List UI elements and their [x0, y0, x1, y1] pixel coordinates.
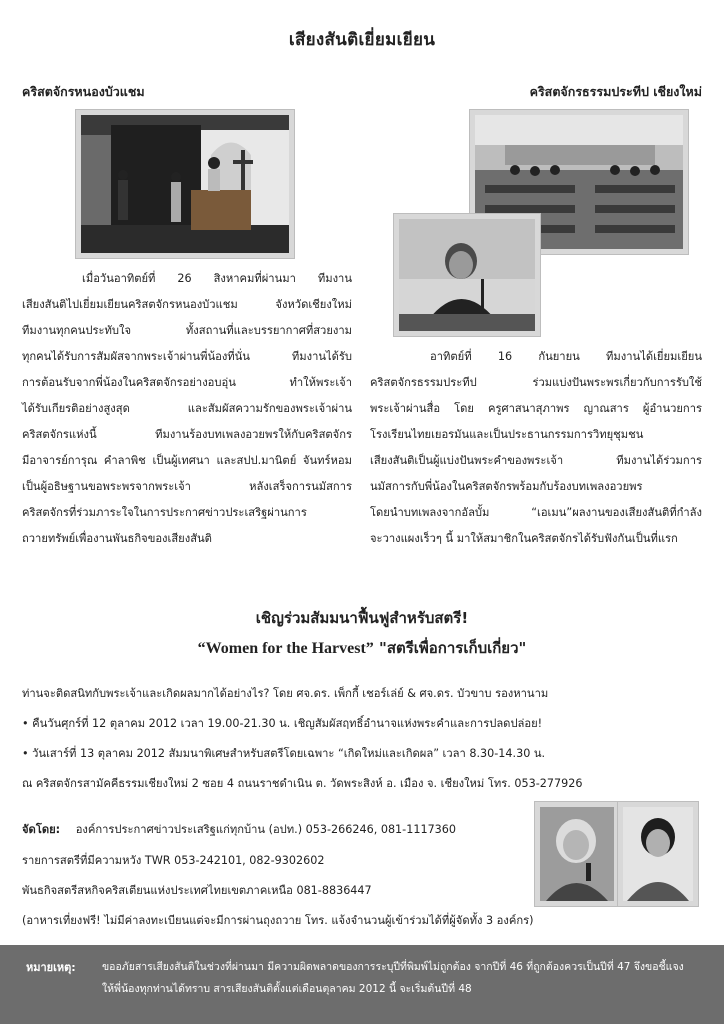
event-note: (อาหารเที่ยงฟรี! ไม่มีค่าลงทะเบียนแต่จะมีการผ่านถุงถวาย โทร. แจ้งจำนวนผู้เข้าร่วมได้ที่ผู้จัดทั้ง 3 องค์กร): [22, 914, 534, 927]
organizer-2: รายการสตรีที่มีความหวัง TWR 053-242101, 082-9302602: [22, 854, 325, 867]
left-article-line: ทุกคนได้รับการสัมผัสจากพระเจ้าผ่านพี่น้องที่นั่น ทีมงานได้รับ: [22, 350, 352, 363]
church-nongbuachaem-photo: [76, 110, 294, 258]
event-heading: เชิญร่วมสัมมนาฟื้นฟูสำหรับสตรี!: [255, 609, 469, 627]
speaker-peggy-photo: [535, 802, 619, 906]
right-article-line: นมัสการกับพี่น้องในคริสตจักรพร้อมกับร้องบทเพลงอวยพร: [370, 480, 643, 493]
worship-stage-image: [81, 115, 289, 253]
left-article-line: มีอาจารย์การุณ คำลาพิช เป็นผู้เทศนา และสปป.มานิตย์ จันทร์หอม: [22, 454, 352, 467]
organizer-label: จัดโดย:: [22, 823, 61, 836]
footer-note-label: หมายเหตุ:: [26, 961, 76, 974]
organizer-3: พันธกิจสตรีสหกิจคริสเตียนแห่งประเทศไทยเขตภาคเหนือ 081-8836447: [22, 884, 372, 897]
footer-note-line-2: ให้พี่น้องทุกท่านได้ทราบ สารเสียงสันติตั้งแต่เดือนตุลาคม 2012 นี้ จะเริ่มต้นปีที่ 48: [102, 983, 472, 995]
left-article-line: คริสตจักรที่ร่วมภาระใจในการประกาศข่าวประเสริฐผ่านการ: [22, 506, 307, 519]
right-article-line: คริสตจักรธรรมประทีป ร่วมแบ่งปันพระพรเกี่ยวกับการรับใช้: [370, 376, 702, 389]
right-article-body: [370, 344, 702, 552]
left-article-line: เป็นผู้อธิษฐานขอพระพรจากพระเจ้า หลังเสร็จการนมัสการ: [22, 480, 352, 493]
left-article-line: ได้รับเกียรติอย่างสูงสุด และสัมผัสความรักของพระเจ้าผ่าน: [22, 402, 352, 415]
right-article-heading: คริสตจักรธรรมประทีป เชียงใหม่: [529, 84, 702, 99]
left-article-body: [22, 266, 352, 552]
event-bullet-friday: • คืนวันศุกร์ที่ 12 ตุลาคม 2012 เวลา 19.00-21.30 น. เชิญสัมผัสฤทธิ์อำนาจแห่งพระคำและการปลดปล่อย!: [22, 717, 543, 730]
organizer-line-1: [22, 820, 456, 838]
speaker-buakhab-photo: [618, 802, 698, 906]
right-article-line: พระเจ้าผ่านสื่อ โดย ครูศาสนาสุภาพร ญาณสาร ผู้อำนวยการ: [370, 402, 702, 415]
event-subheading: [0, 636, 724, 660]
left-article-line: ถวายทรัพย์เพื่องานพันธกิจของเสียงสันติ: [22, 532, 212, 545]
right-article-line: โดยนำบทเพลงจากอัลบั้ม “เอเมน”ผลงานของเสียงสันติที่กำลัง: [370, 506, 702, 519]
speaker-buakhab-image: [623, 807, 693, 901]
footer-note-text: [102, 956, 702, 1000]
speaker-suphaporn-photo: [394, 214, 540, 336]
page-title: เสียงสันติเยี่ยมเยียน: [288, 30, 436, 50]
right-article-line: อาทิตย์ที่ 16 กันยายน ทีมงานได้เยี่ยมเยียน: [430, 350, 702, 363]
left-article-line: ทีมงานทุกคนประทับใจ ทั้งสถานที่และบรรยากาศที่สวยงาม: [22, 324, 352, 337]
footer-note-line-1: ขออภัยสารเสียงสันติในช่วงที่ผ่านมา มีความผิดพลาดของการระบุปีที่พิมพ์ไม่ถูกต้อง จากปีที่ 46 ที่ถูกต้องควรเป็นปีที่ 47 จึงขอชี้แจง: [102, 961, 684, 973]
event-venue: ณ คริสตจักรสามัคคีธรรมเชียงใหม่ 2 ซอย 4 ถนนราชดำเนิน ต. วัดพระสิงห์ อ. เมือง จ. เชียงใหม่ โทร. 053-277926: [22, 777, 583, 790]
left-article-line: เสียงสันติไปเยี่ยมเยียนคริสตจักรหนองบัวแชม จังหวัดเชียงใหม่: [22, 298, 352, 311]
left-article-line: เมื่อวันอาทิตย์ที่ 26 สิงหาคมที่ผ่านมา ทีมงาน: [82, 272, 352, 285]
event-bullet-saturday: • วันเสาร์ที่ 13 ตุลาคม 2012 สัมมนาพิเศษสำหรับสตรีโดยเฉพาะ “เกิดใหม่และเกิดผล” เวลา 8.30-14.30 น.: [22, 747, 546, 760]
left-article-line: คริสตจักรแห่งนี้ ทีมงานร้องบทเพลงอวยพรให้กับคริสตจักร: [22, 428, 352, 441]
event-intro: ท่านจะติดสนิทกับพระเจ้าและเกิดผลมากได้อย่างไร? โดย ศจ.ดร. เพ็กกี้ เชอร์เล่ย์ & ศจ.ดร. บัวขาบ รองหานาม: [22, 687, 549, 700]
speaker-peggy-image: [540, 807, 614, 901]
right-article-line: เสียงสันติเป็นผู้แบ่งปันพระคำของพระเจ้า ทีมงานได้ร่วมการ: [370, 454, 702, 467]
right-article-line: จะวางแผงเร็วๆ นี้ มาให้สมาชิกในคริสตจักรได้รับฟังกันเป็นที่แรก: [370, 532, 678, 545]
right-article-line: โรงเรียนไทยเยอรมันและเป็นประธานกรรมการวิทยุชุมชน: [370, 428, 644, 441]
event-subheading-th: "สตรีเพื่อการเก็บเกี่ยว": [379, 639, 527, 657]
organizer-1: องค์การประกาศข่าวประเสริฐแก่ทุกบ้าน (อปท.) 053-266246, 081-1117360: [75, 823, 457, 836]
event-subheading-en: “Women for the Harvest”: [197, 640, 374, 657]
left-article-line: การต้อนรับจากพี่น้องในคริสตจักรอย่างอบอุ่น ทำให้พระเจ้า: [22, 376, 352, 389]
left-article-heading: คริสตจักรหนองบัวแชม: [22, 84, 145, 99]
speaker-image: [399, 219, 535, 331]
